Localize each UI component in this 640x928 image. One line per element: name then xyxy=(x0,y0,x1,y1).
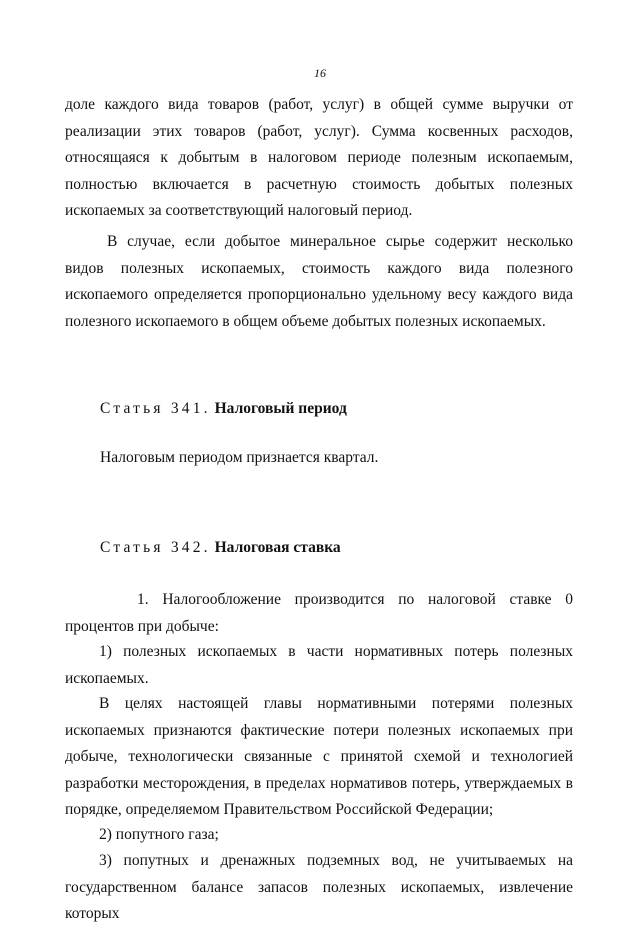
article-342-heading xyxy=(100,537,341,559)
article-342-paragraph-1: 1. Налогообложение производится по налоговой ставке 0 процентов при добыче: xyxy=(65,591,573,635)
article-341-title: Налоговый период xyxy=(214,400,347,417)
paragraph-indirect-costs: доле каждого вида товаров (работ, услуг) в общей сумме выручки от реализации этих товаров (работ, услуг). Сумма косвенных расходов, относящаяся к добытым в налоговом периоде полезным ископаемым, полностью включается в расчетную стоимость добытых полезных ископаемых за соответствующий налоговый период. xyxy=(65,96,573,219)
paragraph-multiple-minerals: В случае, если добытое минеральное сырье содержит несколько видов полезных ископаемых, стоимость каждого вида полезного ископаемого определяется пропорционально удельному весу каждого вида полезного ископаемого в общем объеме добытых полезных ископаемых. xyxy=(65,233,573,330)
article-342-item-3: 3) попутных и дренажных подземных вод, не учитываемых на государственном балансе запасов полезных ископаемых, извлечение которых xyxy=(65,852,573,922)
article-341-label: Статья 341. xyxy=(100,400,211,417)
article-341-text: Налоговым периодом признается квартал. xyxy=(100,449,379,466)
page-number: 16 xyxy=(314,66,326,80)
article-342-item-2: 2) попутного газа; xyxy=(99,826,219,843)
article-341-heading xyxy=(100,398,347,420)
article-342-title: Налоговая ставка xyxy=(214,539,341,556)
article-342-label: Статья 342. xyxy=(100,539,211,556)
article-342-normative-losses: В целях настоящей главы нормативными потерями полезных ископаемых признаются фактические потери полезных ископаемых при добыче, технологически связанные с принятой схемой и технологией разработки месторождения, в пределах нормативов потерь, утверждаемых в порядке, определяемом Правительством Российской Федерации; xyxy=(65,695,573,818)
article-342-item-1: 1) полезных ископаемых в части нормативных потерь полезных ископаемых. xyxy=(65,643,573,687)
